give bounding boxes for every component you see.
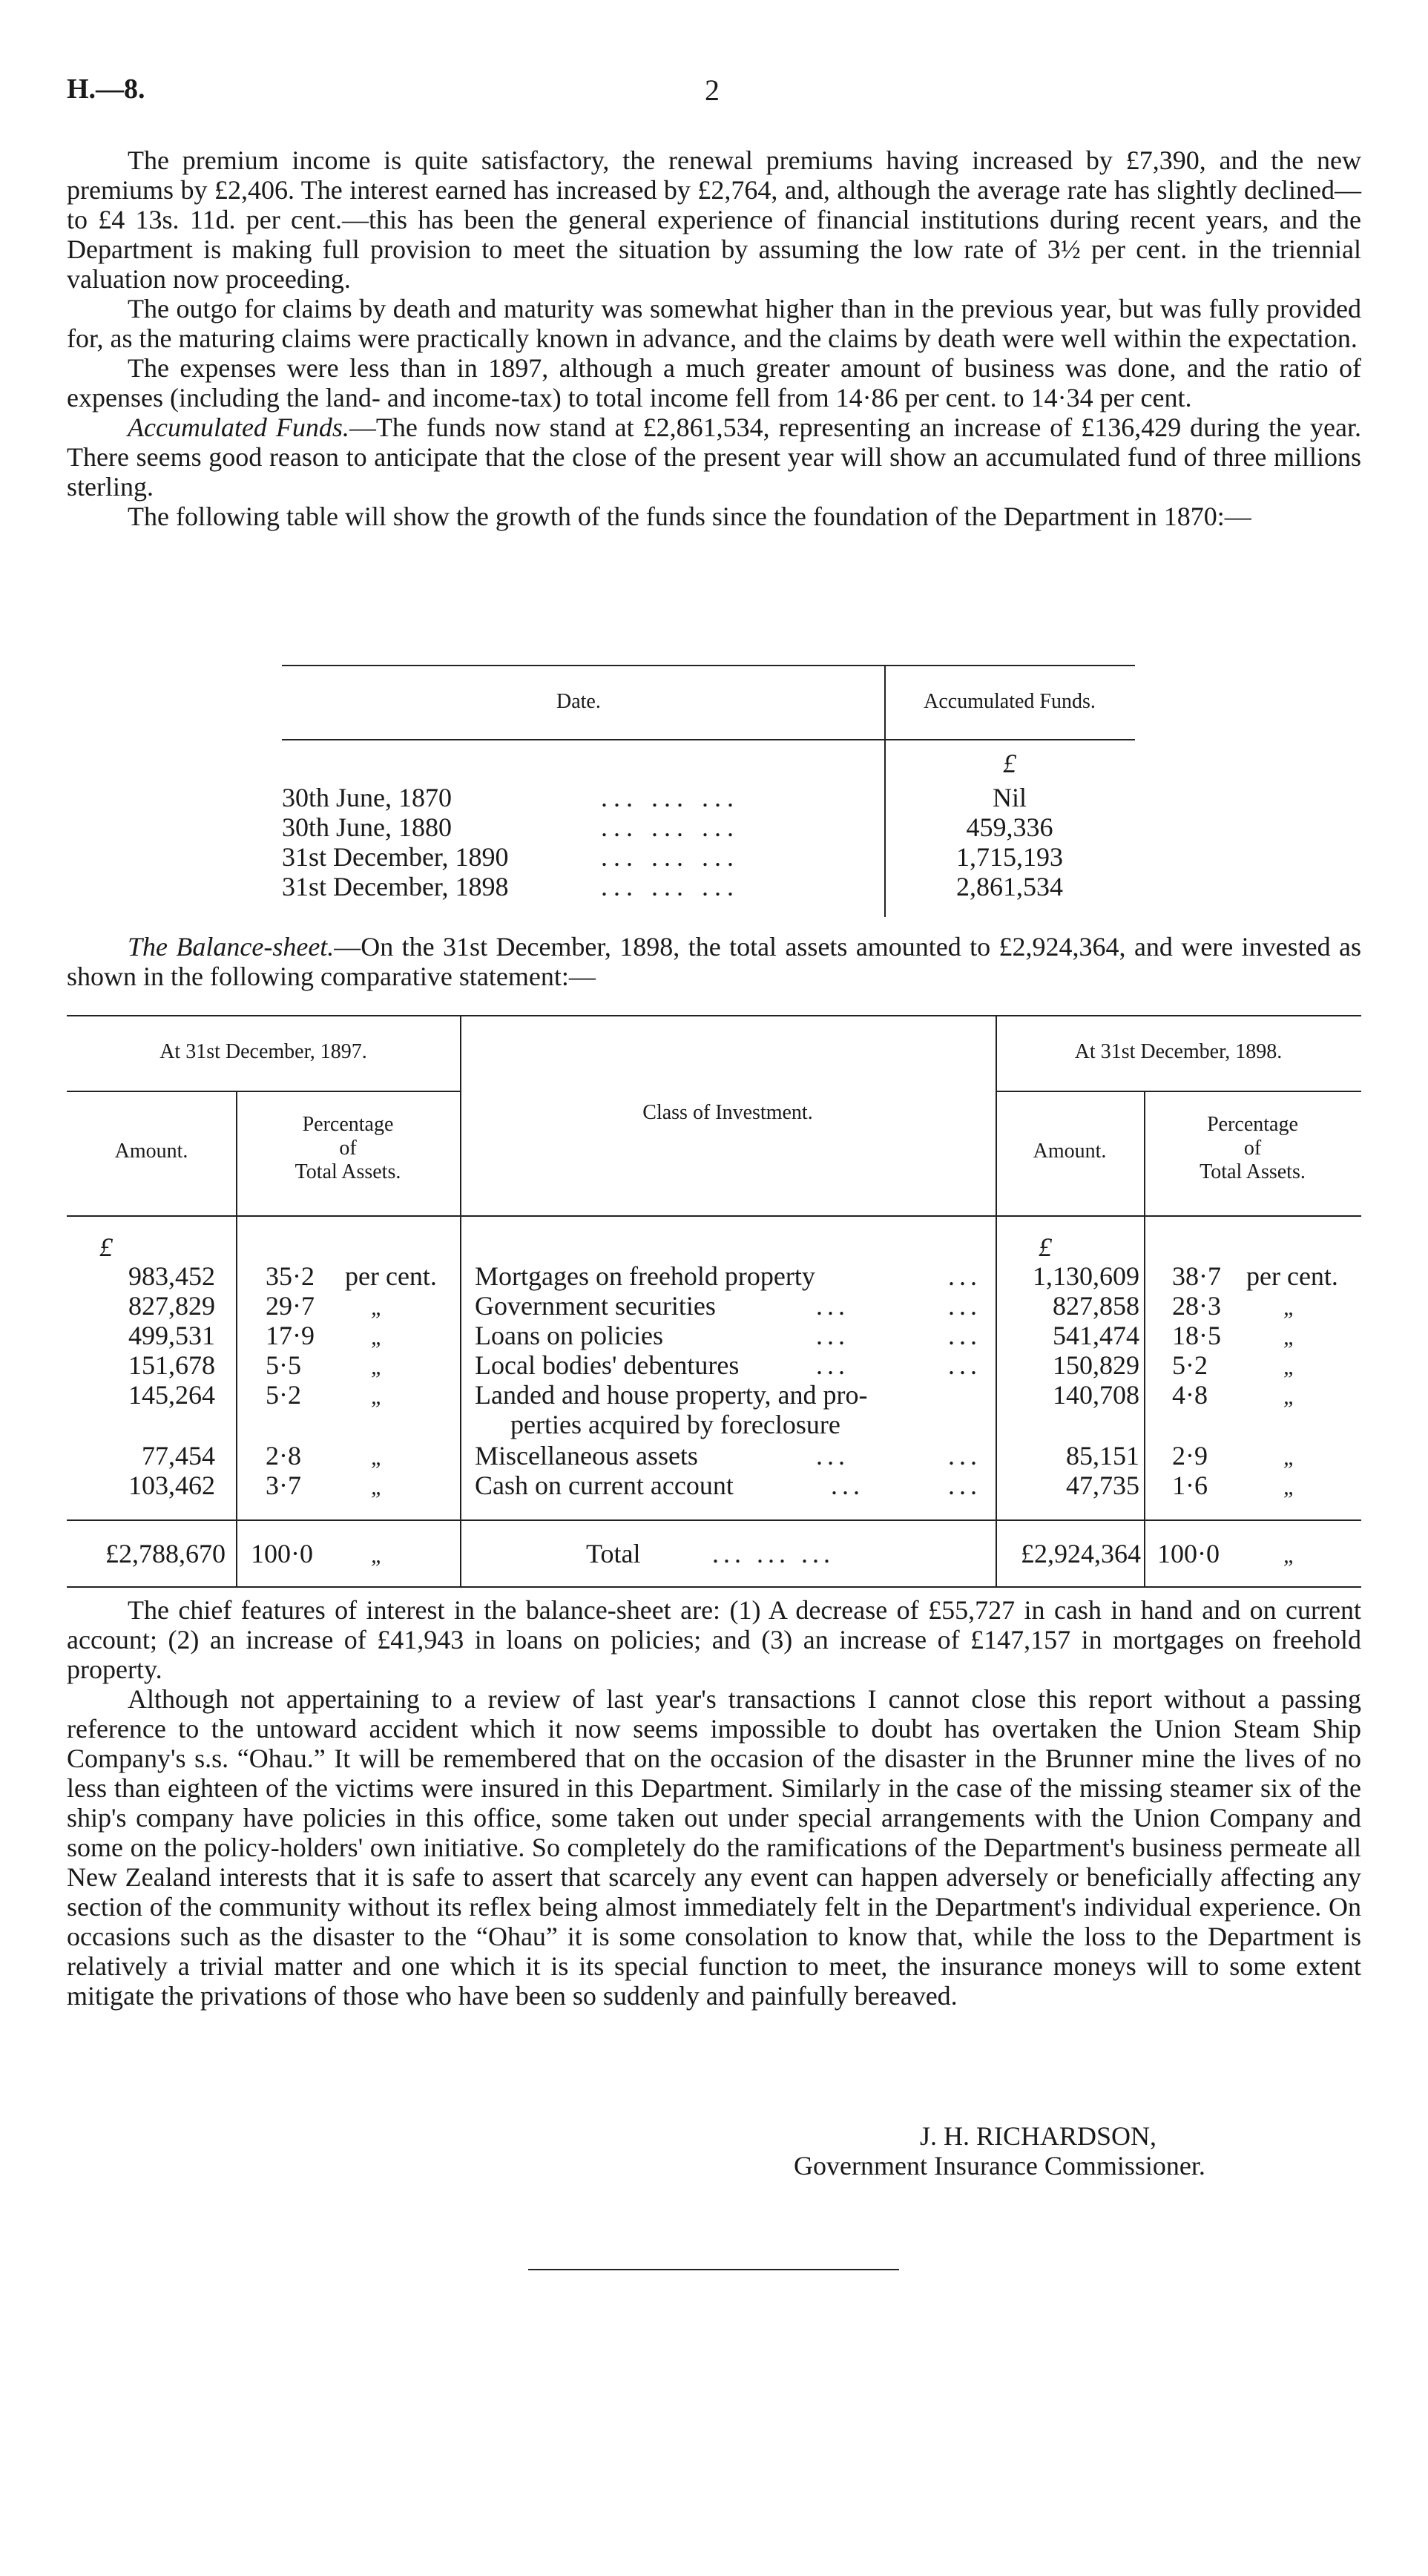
bs-bottom-rule — [67, 1586, 1361, 1588]
bs-head-pct-1898-b: of — [1243, 1137, 1262, 1160]
bs-leader-2: ... — [948, 1291, 981, 1321]
bs-pct-1897-2: 29·7 — [266, 1291, 315, 1321]
bs-class-3: Loans on policies — [475, 1321, 663, 1350]
signatory-title: Government Insurance Commissioner. — [794, 2151, 1205, 2181]
balance-heading: The Balance-sheet. — [128, 932, 335, 962]
bs-currency-1897: £ — [99, 1232, 113, 1262]
bs-1898-group-rule — [996, 1091, 1361, 1092]
bs-ditto-1897-7: „ — [371, 1475, 384, 1499]
bs-amt-1897-1: 983,452 — [128, 1261, 215, 1291]
bs-ditto-1897-5: „ — [371, 1384, 384, 1409]
bs-pct-1897-4: 5·5 — [266, 1350, 301, 1380]
funds-table — [282, 665, 1135, 917]
bs-pct-label-1897-1: per cent. — [345, 1261, 437, 1291]
bs-leader-3: ... — [948, 1321, 981, 1350]
bs-leader-2a: ... — [816, 1291, 849, 1321]
bs-ditto-1898-2: „ — [1283, 1295, 1296, 1320]
balance-sheet-intro — [67, 932, 1361, 991]
bs-amt-1898-6: 85,151 — [1066, 1441, 1139, 1471]
bs-ditto-1898-3: „ — [1283, 1325, 1296, 1350]
bs-currency-1898: £ — [1039, 1232, 1052, 1262]
signatory-name: J. H. RICHARDSON, — [920, 2121, 1157, 2151]
bs-head-1898: At 31st December, 1898. — [1074, 1040, 1283, 1063]
bs-amt-1897-7: 103,462 — [128, 1471, 215, 1500]
bs-amt-1897-6: 77,454 — [142, 1441, 215, 1471]
bs-amt-1898-1: 1,130,609 — [1033, 1261, 1139, 1291]
bs-leader-7a: ... — [831, 1471, 864, 1500]
balance-sheet-table — [67, 1015, 1361, 1594]
bs-ditto-1897-3: „ — [371, 1325, 384, 1350]
bs-amt-1897-4: 151,678 — [128, 1350, 215, 1380]
bs-total-1898: £2,924,364 — [1021, 1539, 1141, 1568]
bs-head-class: Class of Investment. — [642, 1101, 813, 1124]
bs-ditto-1898-7: „ — [1283, 1475, 1296, 1499]
bs-leader-4: ... — [948, 1350, 981, 1380]
bs-leader-4a: ... — [816, 1350, 849, 1380]
bs-pct-1898-6: 2·9 — [1172, 1441, 1208, 1471]
intro-paragraphs — [67, 145, 1361, 531]
bs-class-5-cont: perties acquired by foreclosure — [510, 1410, 840, 1439]
bs-ditto-1897-2: „ — [371, 1295, 384, 1320]
bs-class-1: Mortgages on freehold property — [475, 1261, 815, 1291]
bs-header-rule — [67, 1215, 1361, 1217]
bs-class-6: Miscellaneous assets — [475, 1441, 698, 1471]
funds-table-top-rule — [282, 665, 1135, 666]
bs-amt-1898-5: 140,708 — [1053, 1380, 1139, 1410]
bs-pct-1897-7: 3·7 — [266, 1471, 301, 1500]
paragraph-balance-sheet — [67, 932, 1361, 991]
bs-total-pct-1897: 100·0 — [251, 1539, 313, 1568]
bs-head-pct-1897-b: of — [339, 1137, 357, 1160]
bs-total-1897: £2,788,670 — [105, 1539, 226, 1568]
bs-pct-1898-2: 28·3 — [1172, 1291, 1221, 1321]
closing-paragraphs — [67, 1595, 1361, 2011]
balance-text: —On the 31st December, 1898, the total assets amounted to £2,924,364, and were invested as shown in the following comparative statement:— — [67, 932, 1361, 991]
bs-pct-1898-4: 5·2 — [1172, 1350, 1208, 1380]
paragraph-expenses: The expenses were less than in 1897, although a much greater amount of business was done, and the ratio of expenses (including the land- and income-tax) to total income fell from 14·86 per cent. to 14·34 per cent. — [67, 353, 1361, 413]
funds-col-date: Date. — [556, 690, 601, 713]
end-rule — [528, 2269, 899, 2270]
bs-leader-1: ... — [948, 1261, 981, 1291]
funds-date-4: 31st December, 1898 — [282, 872, 509, 901]
bs-class-2: Government securities — [475, 1291, 716, 1321]
bs-pct-1898-5: 4·8 — [1172, 1380, 1208, 1410]
paragraph-table-intro: The following table will show the growth of the funds since the foundation of the Department in 1870:— — [128, 502, 1251, 531]
report-reference: H.—8. — [67, 73, 145, 105]
paragraph-outgo: The outgo for claims by death and maturity was somewhat higher than in the previous year, but was fully provided for, as the maturing claims were practically known in advance, and the claims by death were well within the expectation. — [67, 294, 1361, 353]
bs-ditto-1898-5: „ — [1283, 1384, 1296, 1409]
bs-pct-1898-7: 1·6 — [1172, 1471, 1208, 1500]
bs-head-pct-1897-c: Total Assets. — [295, 1160, 401, 1183]
bs-head-pct-1897-a: Percentage — [302, 1113, 394, 1136]
page-number: 2 — [705, 73, 720, 107]
bs-amt-1898-2: 827,858 — [1053, 1291, 1139, 1321]
bs-pct-1897-3: 17·9 — [266, 1321, 315, 1350]
bs-class-5: Landed and house property, and pro- — [475, 1380, 868, 1410]
bs-pct-1897-5: 5·2 — [266, 1380, 301, 1410]
bs-1897-group-rule — [67, 1091, 460, 1092]
bs-total-ditto-1897: „ — [371, 1543, 384, 1568]
bs-head-amount-1897: Amount. — [114, 1140, 188, 1163]
bs-ditto-1897-6: „ — [371, 1445, 384, 1470]
bs-leader-6: ... — [948, 1441, 981, 1471]
funds-amount-3: 1,715,193 — [956, 842, 1063, 872]
funds-leader-1: ... ... ... — [601, 783, 740, 812]
bs-total-pct-1898: 100·0 — [1157, 1539, 1220, 1568]
bs-amt-1897-2: 827,829 — [128, 1291, 215, 1321]
bs-head-pct-1898-c: Total Assets. — [1200, 1160, 1306, 1183]
funds-date-3: 31st December, 1890 — [282, 842, 509, 872]
funds-heading: Accumulated Funds. — [128, 413, 349, 442]
bs-total-ditto-1898: „ — [1283, 1543, 1296, 1568]
bs-class-7: Cash on current account — [475, 1471, 734, 1500]
bs-leader-3a: ... — [816, 1321, 849, 1350]
bs-ditto-1898-6: „ — [1283, 1445, 1296, 1470]
funds-date-2: 30th June, 1880 — [282, 812, 452, 842]
bs-pct-1898-3: 18·5 — [1172, 1321, 1221, 1350]
paragraph-premium: The premium income is quite satisfactory, the renewal premiums having increased by £7,390, and the new premiums by £2,406. The interest earned has increased by £2,764, and, although the average rate has slightly declined—to £4 13s. 11d. per cent.—this has been the general experience of financial institutions during recent years, and the Department is making full provision to meet the situation by assuming the low rate of 3½ per cent. in the triennial valuation now proceeding. — [67, 145, 1361, 294]
bs-top-rule — [67, 1015, 1361, 1016]
bs-amt-1898-7: 47,735 — [1066, 1471, 1139, 1500]
bs-pct-1897-6: 2·8 — [266, 1441, 301, 1471]
paragraph-ohau: Although not appertaining to a review of last year's transactions I cannot close this report without a passing reference to the untoward accident which it now seems impossible to doubt has overtaken the Union Steam Ship Company's s.s. “Ohau.” It will be remembered that on the occasion of the disaster in the Brunner mine the lives of no less than eighteen of the victims were insured in this Department. Similarly in the case of the missing steamer six of the ship's company have policies in this office, some taken out under special arrangements with the Union Company and some on the policy-holders' own initiative. So completely do the ramifications of the Department's business permeate all New Zealand interests that it is safe to assert that scarcely any event can happen adversely or beneficially affecting any section of the community without its reflex being almost immediately felt in the Department's individual experience. On occasions such as the disaster to the “Ohau” it is some consolation to know that, while the loss to the Department is relatively a trivial matter and one which it is its special function to meet, the insurance moneys will to some extent mitigate the privations of those who have been so suddenly and painfully bereaved. — [67, 1684, 1361, 2011]
paragraph-accumulated-funds — [67, 413, 1361, 502]
funds-col-accumulated: Accumulated Funds. — [924, 690, 1096, 713]
funds-leader-2: ... ... ... — [601, 812, 740, 842]
bs-pct-1898-1: 38·7 — [1172, 1261, 1221, 1291]
funds-leader-4: ... ... ... — [601, 872, 740, 901]
funds-amount-1: Nil — [992, 783, 1027, 812]
bs-total-top-rule — [67, 1519, 1361, 1521]
bs-total-leader: ... ... ... — [712, 1539, 835, 1568]
funds-leader-3: ... ... ... — [601, 842, 740, 872]
bs-pct-label-1898-1: per cent. — [1246, 1261, 1338, 1291]
bs-amt-1897-5: 145,264 — [128, 1380, 215, 1410]
bs-amt-1898-3: 541,474 — [1053, 1321, 1139, 1350]
bs-amt-1898-4: 150,829 — [1053, 1350, 1139, 1380]
bs-head-1897: At 31st December, 1897. — [159, 1040, 367, 1063]
bs-total-label: Total — [586, 1539, 641, 1568]
bs-amt-1897-3: 499,531 — [128, 1321, 215, 1350]
funds-text: —The funds now stand at £2,861,534, representing an increase of £136,429 during the year. There seems good reason to anticipate that the close of the present year will show an accumulated fund of three millions sterling. — [67, 413, 1361, 502]
bs-leader-6a: ... — [816, 1441, 849, 1471]
bs-pct-1897-1: 35·2 — [266, 1261, 315, 1291]
bs-head-pct-1898-a: Percentage — [1207, 1113, 1298, 1136]
funds-amount-4: 2,861,534 — [956, 872, 1063, 901]
paragraph-features: The chief features of interest in the balance-sheet are: (1) A decrease of £55,727 in cash in hand and on current account; (2) an increase of £41,943 in loans on policies; and (3) an increase of £147,157 in mortgages on freehold property. — [67, 1595, 1361, 1684]
bs-ditto-1897-4: „ — [371, 1355, 384, 1379]
bs-head-amount-1898: Amount. — [1033, 1140, 1107, 1163]
bs-leader-7: ... — [948, 1471, 981, 1500]
funds-table-header-rule — [282, 739, 1135, 740]
funds-date-1: 30th June, 1870 — [282, 783, 452, 812]
bs-ditto-1898-4: „ — [1283, 1355, 1296, 1379]
funds-amount-2: 459,336 — [966, 812, 1053, 842]
bs-class-4: Local bodies' debentures — [475, 1350, 740, 1380]
funds-currency-mark: £ — [1003, 749, 1016, 778]
